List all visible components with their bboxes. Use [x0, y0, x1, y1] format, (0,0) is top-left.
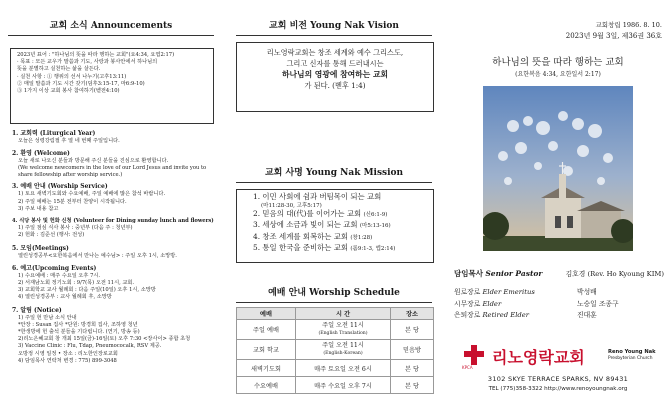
item-line: *한생방에 헌 출석 분들을 기다립니다. (연기, 방송 등): [18, 329, 140, 336]
cover-column: [446, 0, 670, 407]
cell-place: 믿음방: [391, 340, 434, 360]
logo-korean-name: 리노영락교회: [492, 348, 585, 367]
vision-line: 가 된다. (벧후 1:4): [304, 81, 366, 90]
divider: [236, 35, 432, 36]
cell-time: 주일 오전 11시 (English Translation): [296, 320, 391, 340]
announcement-item: [12, 307, 214, 365]
header-cell: 시 간: [296, 308, 391, 320]
mission-item: 5. 통일 한국을 준비하는 교회 (롬9:1-3, 엡2:14): [253, 243, 396, 253]
item-line: 3) 교회학교 교사 월례회 : 다음 주일(10일) 오후 1시, 소망방: [18, 287, 156, 294]
announcement-item: [12, 183, 214, 213]
item-line: 1) 주일 헌 만남 소식 안내: [18, 314, 77, 321]
cell-name: 새벽기도회: [237, 360, 296, 377]
logo-english-name: Reno Young Nak: [608, 349, 656, 355]
mission-item: 4. 창조 세계를 회복하는 교회 (창1:28): [253, 231, 373, 241]
announcements-column: [0, 0, 222, 407]
cell-name: 교회 학교: [237, 340, 296, 360]
announcement-item: [12, 150, 214, 178]
issue-date: 2023년 9월 3일, 제36권 36호: [565, 32, 662, 40]
motto-line: ③ 1가지 이상 교회 봉사 참여하기(벧전4:10): [17, 88, 120, 95]
header-cell: 장소: [391, 308, 434, 320]
table-row: [237, 377, 434, 394]
item-line: 2) 헌화 : 김준선 (행사: 전성): [18, 232, 85, 239]
motto-reference: (요한복음 4:34, 요한일서 2:17): [515, 71, 601, 78]
item-line: 3) 주보 내용 참고: [18, 205, 59, 212]
item-heading: 3. 예배 안내 (Worship Service): [12, 183, 108, 191]
cell-place: 본 당: [391, 377, 434, 394]
item-line: 1) 주일 점심 식사 봉사 : 중년부 (다음 주 : 청년부): [18, 225, 133, 232]
pastor-label-en: Senior Pastor: [485, 269, 543, 278]
vision-highlight: 하나님의 영광에 참여하는 교회: [281, 70, 389, 79]
elder-row: 은퇴장로 Retired Elder 진대훈: [454, 311, 597, 319]
cell-time: 매주 토요일 오전 6시: [296, 360, 391, 377]
mission-item: 2. 믿음의 대(代)를 이어가는 교회 (신6:1-9): [253, 208, 388, 218]
cell-place: 본 당: [391, 360, 434, 377]
motto-line: 2023년 표어 : "하나님의 뜻을 따라 행하는 교회"(요4:34, 요엽2:17): [17, 52, 175, 58]
motto-line: 뜻을 분별하고 실천하는 삶을 살든다.: [17, 66, 101, 73]
cell-time: 매주 수요일 오후 7시: [296, 377, 391, 394]
motto-line: ② 매일 말씀과 기도 시간 갖기(딤후3:15-17, 마6:9-10): [17, 80, 145, 87]
header-cell: 예배: [237, 308, 296, 320]
item-heading: 2. 환영 (Welcome): [12, 150, 70, 158]
vision-title: 교회 비전 Young Nak Vision: [269, 21, 399, 31]
elders-list: [454, 287, 664, 322]
announcement-item: [12, 265, 214, 302]
motto-line: · 목표 : 모든 교우가 말씀과 기도, 사랑과 봉사안에서 하나님의: [17, 59, 158, 66]
logo-abbr: KPCA: [462, 365, 473, 370]
vision-box: [236, 42, 434, 112]
mission-item: 3. 세상에 소금과 빛이 되는 교회 (마5:13-16): [253, 220, 391, 230]
announcement-list: [12, 130, 214, 365]
mission-ref: (마11:28-30, 고후5:17): [261, 202, 322, 209]
item-line: 오늘 새로 나오신 분들과 방문해 주신 분들을 진심으로 환영합니다.: [18, 158, 169, 165]
founded-date: 교회창립 1986. 8. 10.: [595, 21, 662, 29]
motto-line: · 실천 사항 : ① 행위의 선서 나누기(고후13:11): [17, 73, 127, 80]
item-heading: 4. 식당 봉사 및 헌화 신청 (Volunteer for Dining sunday lunch and flowers): [12, 218, 214, 225]
item-line: 오늘은 성령강림절 후 열 네 번째 주일입니다.: [18, 138, 120, 144]
table-row: [237, 340, 434, 360]
logo-english-subname: Presbyterian Church: [608, 356, 653, 361]
pastor-label: 담임목사: [454, 269, 483, 278]
divider: [236, 182, 432, 183]
cell-name: 수요예배: [237, 377, 296, 394]
yearly-motto-box: [10, 48, 214, 124]
vision-line: 그리고 신자를 통해 드러내시는: [286, 59, 384, 68]
announcement-item: [12, 218, 214, 240]
announcement-item: [12, 245, 214, 260]
item-line: 4) 담임목사 연락처 변경 : 775) 899-3048: [18, 357, 117, 364]
mission-box: [236, 189, 434, 263]
item-heading: 7. 알림 (Notice): [12, 306, 62, 314]
divider: [8, 35, 214, 36]
elder-row: 원로장로 Elder Emeritus 박성배: [454, 288, 597, 296]
vision-line: 리노영락교회는 창조 세계와 예수 그리스도,: [266, 48, 404, 57]
church-address: 3102 SKYE TERRACE SPARKS, NV 89431: [487, 375, 629, 383]
schedule-title: 예배 안내 Worship Schedule: [268, 288, 400, 298]
item-line: 열린성경공부<요한복음에서 만나는 예수님> : 주일 오후 1시, 소망방.: [18, 252, 177, 259]
item-heading: 5. 모임(Meetings): [12, 244, 69, 252]
item-line: 1) 수요예배 : 매주 수요일 오후 7시.: [18, 272, 101, 279]
item-line: 2)리노은혜교회 창 개최 15일(금)-16일(토) 오후 7:30 <장사이> 종합 초청: [18, 336, 191, 343]
church-photo: [483, 86, 633, 251]
item-line: 오방정 시영 일정 • 장소 : 리노한인장로교회: [18, 350, 118, 357]
mission-item: 1. 이민 사회에 쉼과 버팀목이 되는 교회: [253, 192, 382, 201]
cell-name: 주일 예배: [237, 320, 296, 340]
item-line: 2) 주일 예배는 15분 전부터 찬양이 시작됩니다.: [18, 198, 127, 205]
item-line: *안장 : Susan 집사 *단원: 방경희 집사, 조하영 청년: [18, 321, 138, 328]
item-heading: 6. 예고(Upcoming Events): [12, 264, 97, 272]
mission-title: 교회 사명 Young Nak Mission: [264, 168, 404, 178]
announcement-item: [12, 130, 214, 145]
pastor-name: 김호경 (Rev. Ho Kyoung KIM): [565, 270, 664, 278]
item-heading: 1. 교회력 (Liturgical Year): [12, 130, 96, 137]
motto: 하나님의 뜻을 따라 행하는 교회: [492, 57, 624, 68]
schedule-table: [236, 307, 434, 394]
table-row: [237, 360, 434, 377]
item-line: 4) 열린성경공부 : 교사 월례회 후, 소망방: [18, 294, 112, 301]
item-line: (We welcome newcomers in the love of our Lord Jesus and invite you to share fellowship after worship service.): [18, 165, 207, 178]
item-line: 3) Vaccine Clinic : Flu, Tdap, Pneumococalk, RSV 제공.: [18, 343, 162, 350]
schedule-header-row: [237, 308, 434, 320]
cell-place: 본 당: [391, 320, 434, 340]
cell-time: 주일 오전 11시 (English-Korean): [296, 340, 391, 360]
announcements-title: 교회 소식 Announcements: [49, 21, 173, 31]
divider: [236, 302, 432, 303]
vision-mission-column: [222, 0, 446, 407]
table-row: [237, 320, 434, 340]
church-logo: [462, 343, 662, 373]
item-line: 2) 서재남노회 정기노회 : 9/7(목) 오전 11시, 교회.: [18, 280, 135, 287]
item-line: 1) 토요 새벽기도회와 수요예배, 주일 예배에 많은 참석 바랍니다.: [18, 191, 166, 198]
church-contact: TEL (775)358-3322 http://www.renoyoungnak.org: [488, 386, 628, 392]
elder-row: 시무장로 Elder 노승일 조종구: [454, 299, 619, 308]
pastor-line: [454, 268, 664, 279]
